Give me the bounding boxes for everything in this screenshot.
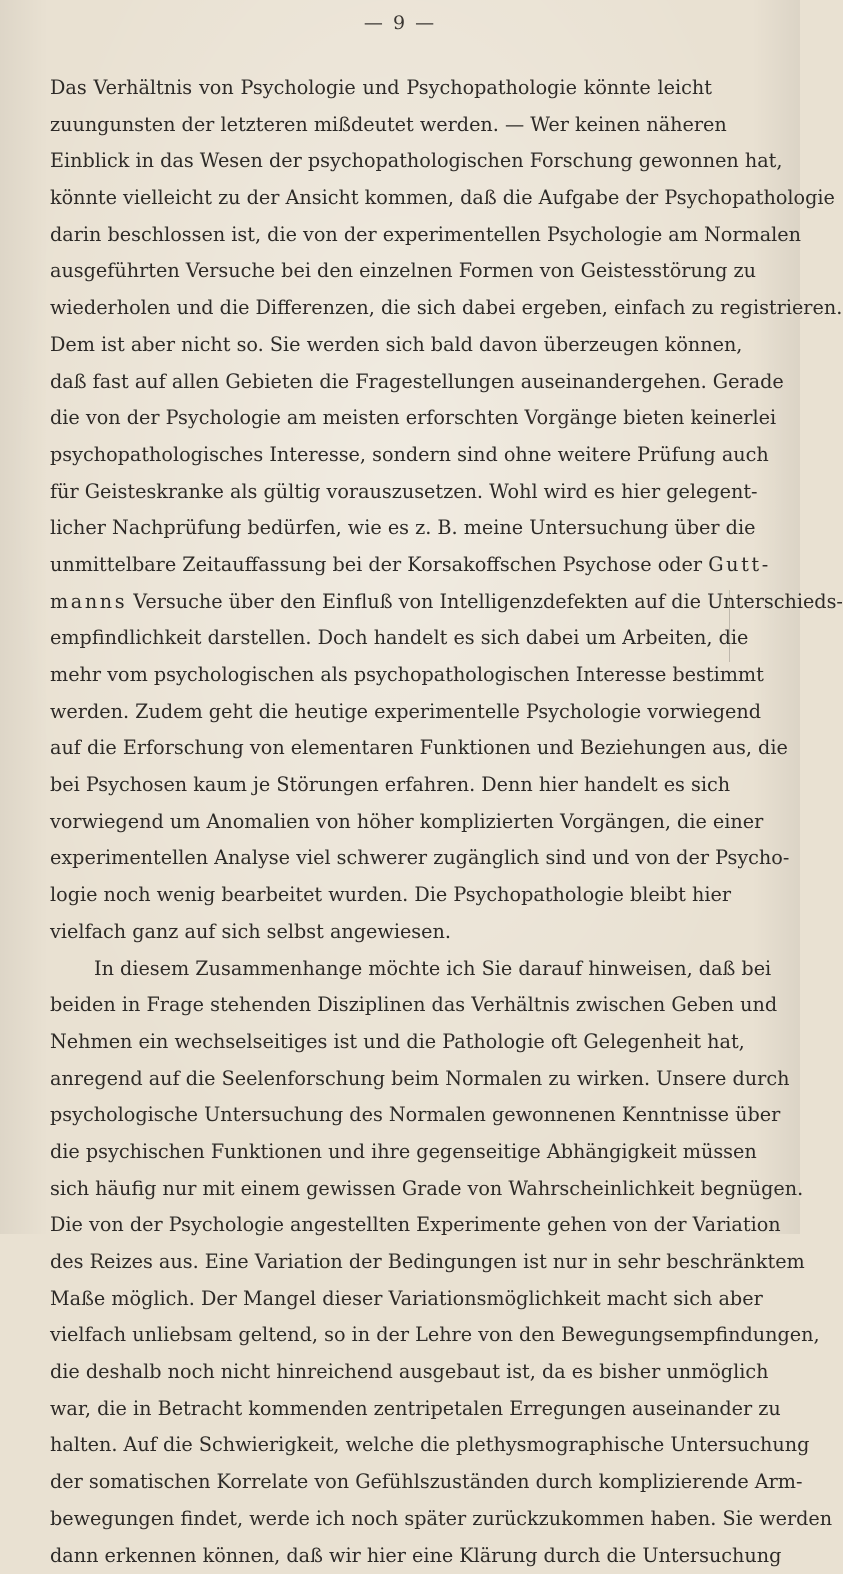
text-line: beiden in Frage stehenden Disziplinen das Verhältnis zwischen Geben und — [50, 987, 712, 1024]
text-line: Die von der Psychologie angestellten Experimente gehen von der Variation — [50, 1207, 712, 1244]
text-line: die von der Psychologie am meisten erforschten Vorgänge bieten keinerlei — [50, 400, 712, 437]
text-line: Das Verhältnis von Psychologie und Psychopathologie könnte leicht — [50, 70, 712, 107]
text-line: dann erkennen können, daß wir hier eine Klärung durch die Untersuchung — [50, 1538, 712, 1574]
text-line: vielfach ganz auf sich selbst angewiesen. — [50, 914, 712, 951]
text-line: ausgeführten Versuche bei den einzelnen Formen von Geistesstörung zu — [50, 253, 712, 290]
spaced-name: Gutt- — [708, 553, 771, 576]
page-number: — 9 — — [0, 12, 800, 34]
text-line: mehr vom psychologischen als psychopathologischen Interesse bestimmt — [50, 657, 712, 694]
spaced-name: manns — [50, 590, 127, 613]
text-line: bei Psychosen kaum je Störungen erfahren. Denn hier handelt es sich — [50, 767, 712, 804]
text-line: logie noch wenig bearbeitet wurden. Die Psychopathologie bleibt hier — [50, 877, 712, 914]
text-line: psychologische Untersuchung des Normalen gewonnenen Kenntnisse über — [50, 1097, 712, 1134]
text-line: könnte vielleicht zu der Ansicht kommen, daß die Aufgabe der Psychopathologie — [50, 180, 712, 217]
text-line: vielfach unliebsam geltend, so in der Lehre von den Bewegungsempfindungen, — [50, 1317, 712, 1354]
text-line: bewegungen findet, werde ich noch später zurückzukommen haben. Sie werden — [50, 1501, 712, 1538]
text-line: Dem ist aber nicht so. Sie werden sich bald davon überzeugen können, — [50, 327, 712, 364]
text-line: die psychischen Funktionen und ihre gegenseitige Abhängigkeit müssen — [50, 1134, 712, 1171]
text-line: Nehmen ein wechselseitiges ist und die Pathologie oft Gelegenheit hat, — [50, 1024, 712, 1061]
text-line: des Reizes aus. Eine Variation der Bedingungen ist nur in sehr beschränktem — [50, 1244, 712, 1281]
body-text — [50, 70, 712, 1574]
text-line: experimentellen Analyse viel schwerer zugänglich sind und von der Psycho- — [50, 840, 712, 877]
text-line: auf die Erforschung von elementaren Funktionen und Beziehungen aus, die — [50, 730, 712, 767]
margin-mark — [729, 590, 740, 662]
text-line: war, die in Betracht kommenden zentripetalen Erregungen auseinander zu — [50, 1391, 712, 1428]
text-line: licher Nachprüfung bedürfen, wie es z. B. meine Untersuchung über die — [50, 510, 712, 547]
text-line: Einblick in das Wesen der psychopathologischen Forschung gewonnen hat, — [50, 143, 712, 180]
text-line: halten. Auf die Schwierigkeit, welche die plethysmographische Untersuchung — [50, 1427, 712, 1464]
text-line: sich häufig nur mit einem gewissen Grade von Wahrscheinlichkeit begnügen. — [50, 1171, 712, 1208]
text-line: für Geisteskranke als gültig vorauszusetzen. Wohl wird es hier gelegent- — [50, 474, 712, 511]
text-line: manns Versuche über den Einfluß von Intelligenzdefekten auf die Unterschieds- — [50, 584, 712, 621]
text-line: zuungunsten der letzteren mißdeutet werden. — Wer keinen näheren — [50, 107, 712, 144]
text-line: anregend auf die Seelenforschung beim Normalen zu wirken. Unsere durch — [50, 1061, 712, 1098]
text-line: darin beschlossen ist, die von der experimentellen Psychologie am Normalen — [50, 217, 712, 254]
text-line: vorwiegend um Anomalien von höher komplizierten Vorgängen, die einer — [50, 804, 712, 841]
text-line: In diesem Zusammenhange möchte ich Sie darauf hinweisen, daß bei — [50, 951, 712, 988]
text-line: der somatischen Korrelate von Gefühlszuständen durch komplizierende Arm- — [50, 1464, 712, 1501]
text-line: psychopathologisches Interesse, sondern sind ohne weitere Prüfung auch — [50, 437, 712, 474]
text-line: werden. Zudem geht die heutige experimentelle Psychologie vorwiegend — [50, 694, 712, 731]
text-line: die deshalb noch nicht hinreichend ausgebaut ist, da es bisher unmöglich — [50, 1354, 712, 1391]
text-line: Maße möglich. Der Mangel dieser Variationsmöglichkeit macht sich aber — [50, 1281, 712, 1318]
text-line: daß fast auf allen Gebieten die Fragestellungen auseinandergehen. Gerade — [50, 364, 712, 401]
text-line: empfindlichkeit darstellen. Doch handelt es sich dabei um Arbeiten, die — [50, 620, 712, 657]
text-line: unmittelbare Zeitauffassung bei der Korsakoffschen Psychose oder Gutt- — [50, 547, 712, 584]
text-line: wiederholen und die Differenzen, die sich dabei ergeben, einfach zu registrieren. — [50, 290, 712, 327]
